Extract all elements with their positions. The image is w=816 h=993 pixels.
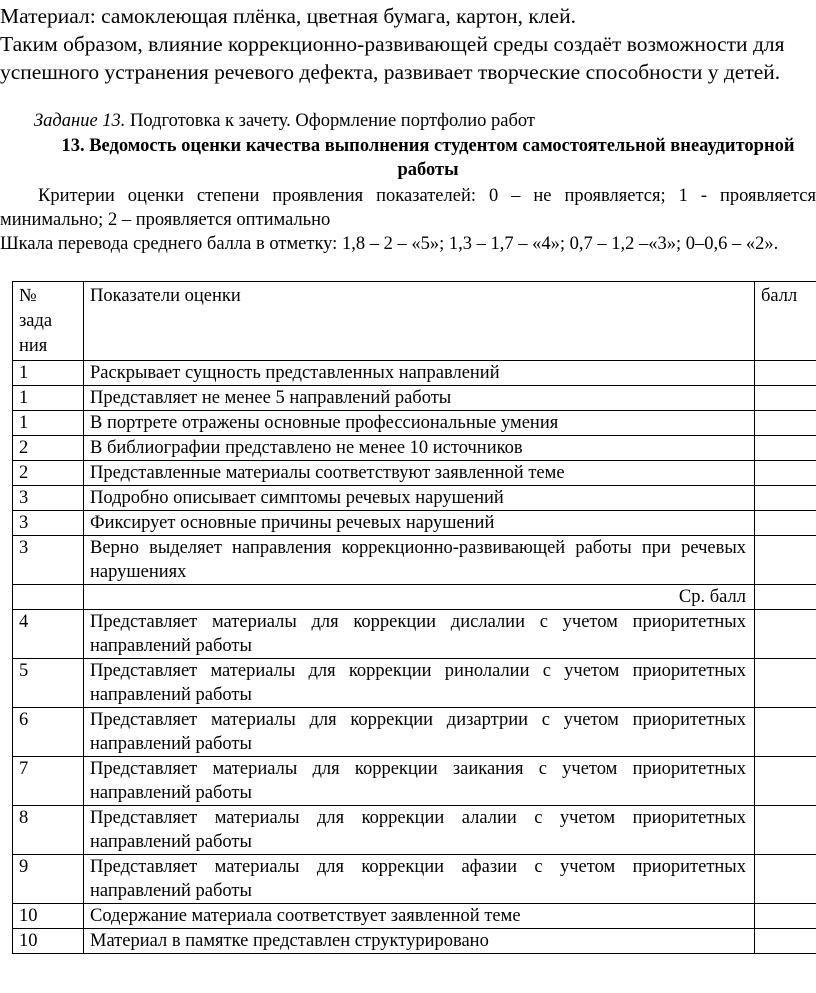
score-cell[interactable] — [755, 361, 816, 386]
indicator-cell: Фиксирует основные причины речевых нарушений — [84, 511, 755, 536]
criteria-block — [0, 184, 816, 256]
table-row — [13, 904, 816, 929]
table-row — [13, 461, 816, 486]
task-number-cell: 7 — [13, 757, 84, 806]
evaluation-table — [12, 281, 816, 954]
task-line — [34, 109, 535, 133]
score-cell[interactable] — [755, 708, 816, 757]
task-number-cell: 6 — [13, 708, 84, 757]
table-row — [13, 411, 816, 436]
task-number-cell: 1 — [13, 386, 84, 411]
header-indicators: Показатели оценки — [84, 282, 755, 361]
task-number-cell: 10 — [13, 929, 84, 954]
score-cell[interactable] — [755, 436, 816, 461]
table-row — [13, 386, 816, 411]
table-row — [13, 806, 816, 855]
task-number-cell: 1 — [13, 361, 84, 386]
header-task-number: № зада ния — [13, 282, 84, 361]
indicator-cell: Представляет не менее 5 направлений работы — [84, 386, 755, 411]
table-row — [13, 708, 816, 757]
task-number-cell: 4 — [13, 610, 84, 659]
score-cell[interactable] — [755, 659, 816, 708]
score-cell[interactable] — [755, 536, 816, 585]
indicator-cell: Представляет материалы для коррекции дизартрии с учетом приоритетных направлений работы — [84, 708, 755, 757]
intro-text — [0, 2, 816, 86]
indicator-cell: Представленные материалы соответствуют заявленной теме — [84, 461, 755, 486]
indicator-cell: В портрете отражены основные профессиональные умения — [84, 411, 755, 436]
task-number-cell: 3 — [13, 536, 84, 585]
section-heading: 13. Ведомость оценки качества выполнения студентом самостоятельной внеаудиторной работы — [61, 136, 795, 180]
table-row — [13, 511, 816, 536]
table-row — [13, 610, 816, 659]
task-number-cell: 2 — [13, 461, 84, 486]
task-number-cell: 3 — [13, 486, 84, 511]
score-cell[interactable] — [755, 411, 816, 436]
indicator-cell: Подробно описывает симптомы речевых нарушений — [84, 486, 755, 511]
score-cell[interactable] — [755, 904, 816, 929]
task-number-cell: 2 — [13, 436, 84, 461]
table-row — [13, 929, 816, 954]
task-label: Задание 13. — [34, 111, 126, 131]
materials-line: Материал: самоклеющая плёнка, цветная бумага, картон, клей. — [0, 4, 576, 28]
task-number-cell: 3 — [13, 511, 84, 536]
task-number-cell: 8 — [13, 806, 84, 855]
score-cell[interactable] — [755, 757, 816, 806]
table-row — [13, 361, 816, 386]
score-cell[interactable] — [755, 610, 816, 659]
grading-scale-text: Шкала перевода среднего балла в отметку: 1,8 – 2 – «5»; 1,3 – 1,7 – «4»; 0,7 – 1,2 –«3»; 0–0,6 – «2». — [0, 234, 779, 254]
table-row — [13, 486, 816, 511]
table-row — [13, 659, 816, 708]
task-number-cell: 10 — [13, 904, 84, 929]
score-cell[interactable] — [755, 806, 816, 855]
indicator-cell: Представляет материалы для коррекции ринолалии с учетом приоритетных направлений работы — [84, 659, 755, 708]
table-row — [13, 536, 816, 585]
task-number-cell: 1 — [13, 411, 84, 436]
indicator-cell: Верно выделяет направления коррекционно-развивающей работы при речевых нарушениях — [84, 536, 755, 585]
indicator-cell: Раскрывает сущность представленных направлений — [84, 361, 755, 386]
score-cell[interactable] — [755, 929, 816, 954]
task-number-cell — [13, 585, 84, 610]
task-text: Подготовка к зачету. Оформление портфолио работ — [125, 111, 535, 131]
score-cell[interactable] — [755, 461, 816, 486]
criteria-text: Критерии оценки степени проявления показателей: 0 – не проявляется; 1 - проявляется минимально; 2 – проявляется оптимально — [0, 186, 816, 230]
conclusion-paragraph: Таким образом, влияние коррекционно-развивающей среды создаёт возможности для успешного устранения речевого дефекта, развивает творческие способности у детей. — [0, 32, 785, 84]
average-score-cell[interactable] — [755, 585, 816, 610]
indicator-cell: В библиографии представлено не менее 10 источников — [84, 436, 755, 461]
average-score-label: Ср. балл — [84, 585, 755, 610]
indicator-cell: Представляет материалы для коррекции алалии с учетом приоритетных направлений работы — [84, 806, 755, 855]
table-row — [13, 855, 816, 904]
indicator-cell: Представляет материалы для коррекции заикания с учетом приоритетных направлений работы — [84, 757, 755, 806]
indicator-cell: Представляет материалы для коррекции дислалии с учетом приоритетных направлений работы — [84, 610, 755, 659]
table-header-row — [13, 282, 816, 361]
header-score: балл — [755, 282, 816, 361]
indicator-cell: Материал в памятке представлен структурировано — [84, 929, 755, 954]
task-number-cell: 9 — [13, 855, 84, 904]
indicator-cell: Представляет материалы для коррекции афазии с учетом приоритетных направлений работы — [84, 855, 755, 904]
score-cell[interactable] — [755, 486, 816, 511]
score-cell[interactable] — [755, 511, 816, 536]
average-score-row — [13, 585, 816, 610]
score-cell[interactable] — [755, 386, 816, 411]
task-number-cell: 5 — [13, 659, 84, 708]
score-cell[interactable] — [755, 855, 816, 904]
table-row — [13, 757, 816, 806]
table-row — [13, 436, 816, 461]
indicator-cell: Содержание материала соответствует заявленной теме — [84, 904, 755, 929]
